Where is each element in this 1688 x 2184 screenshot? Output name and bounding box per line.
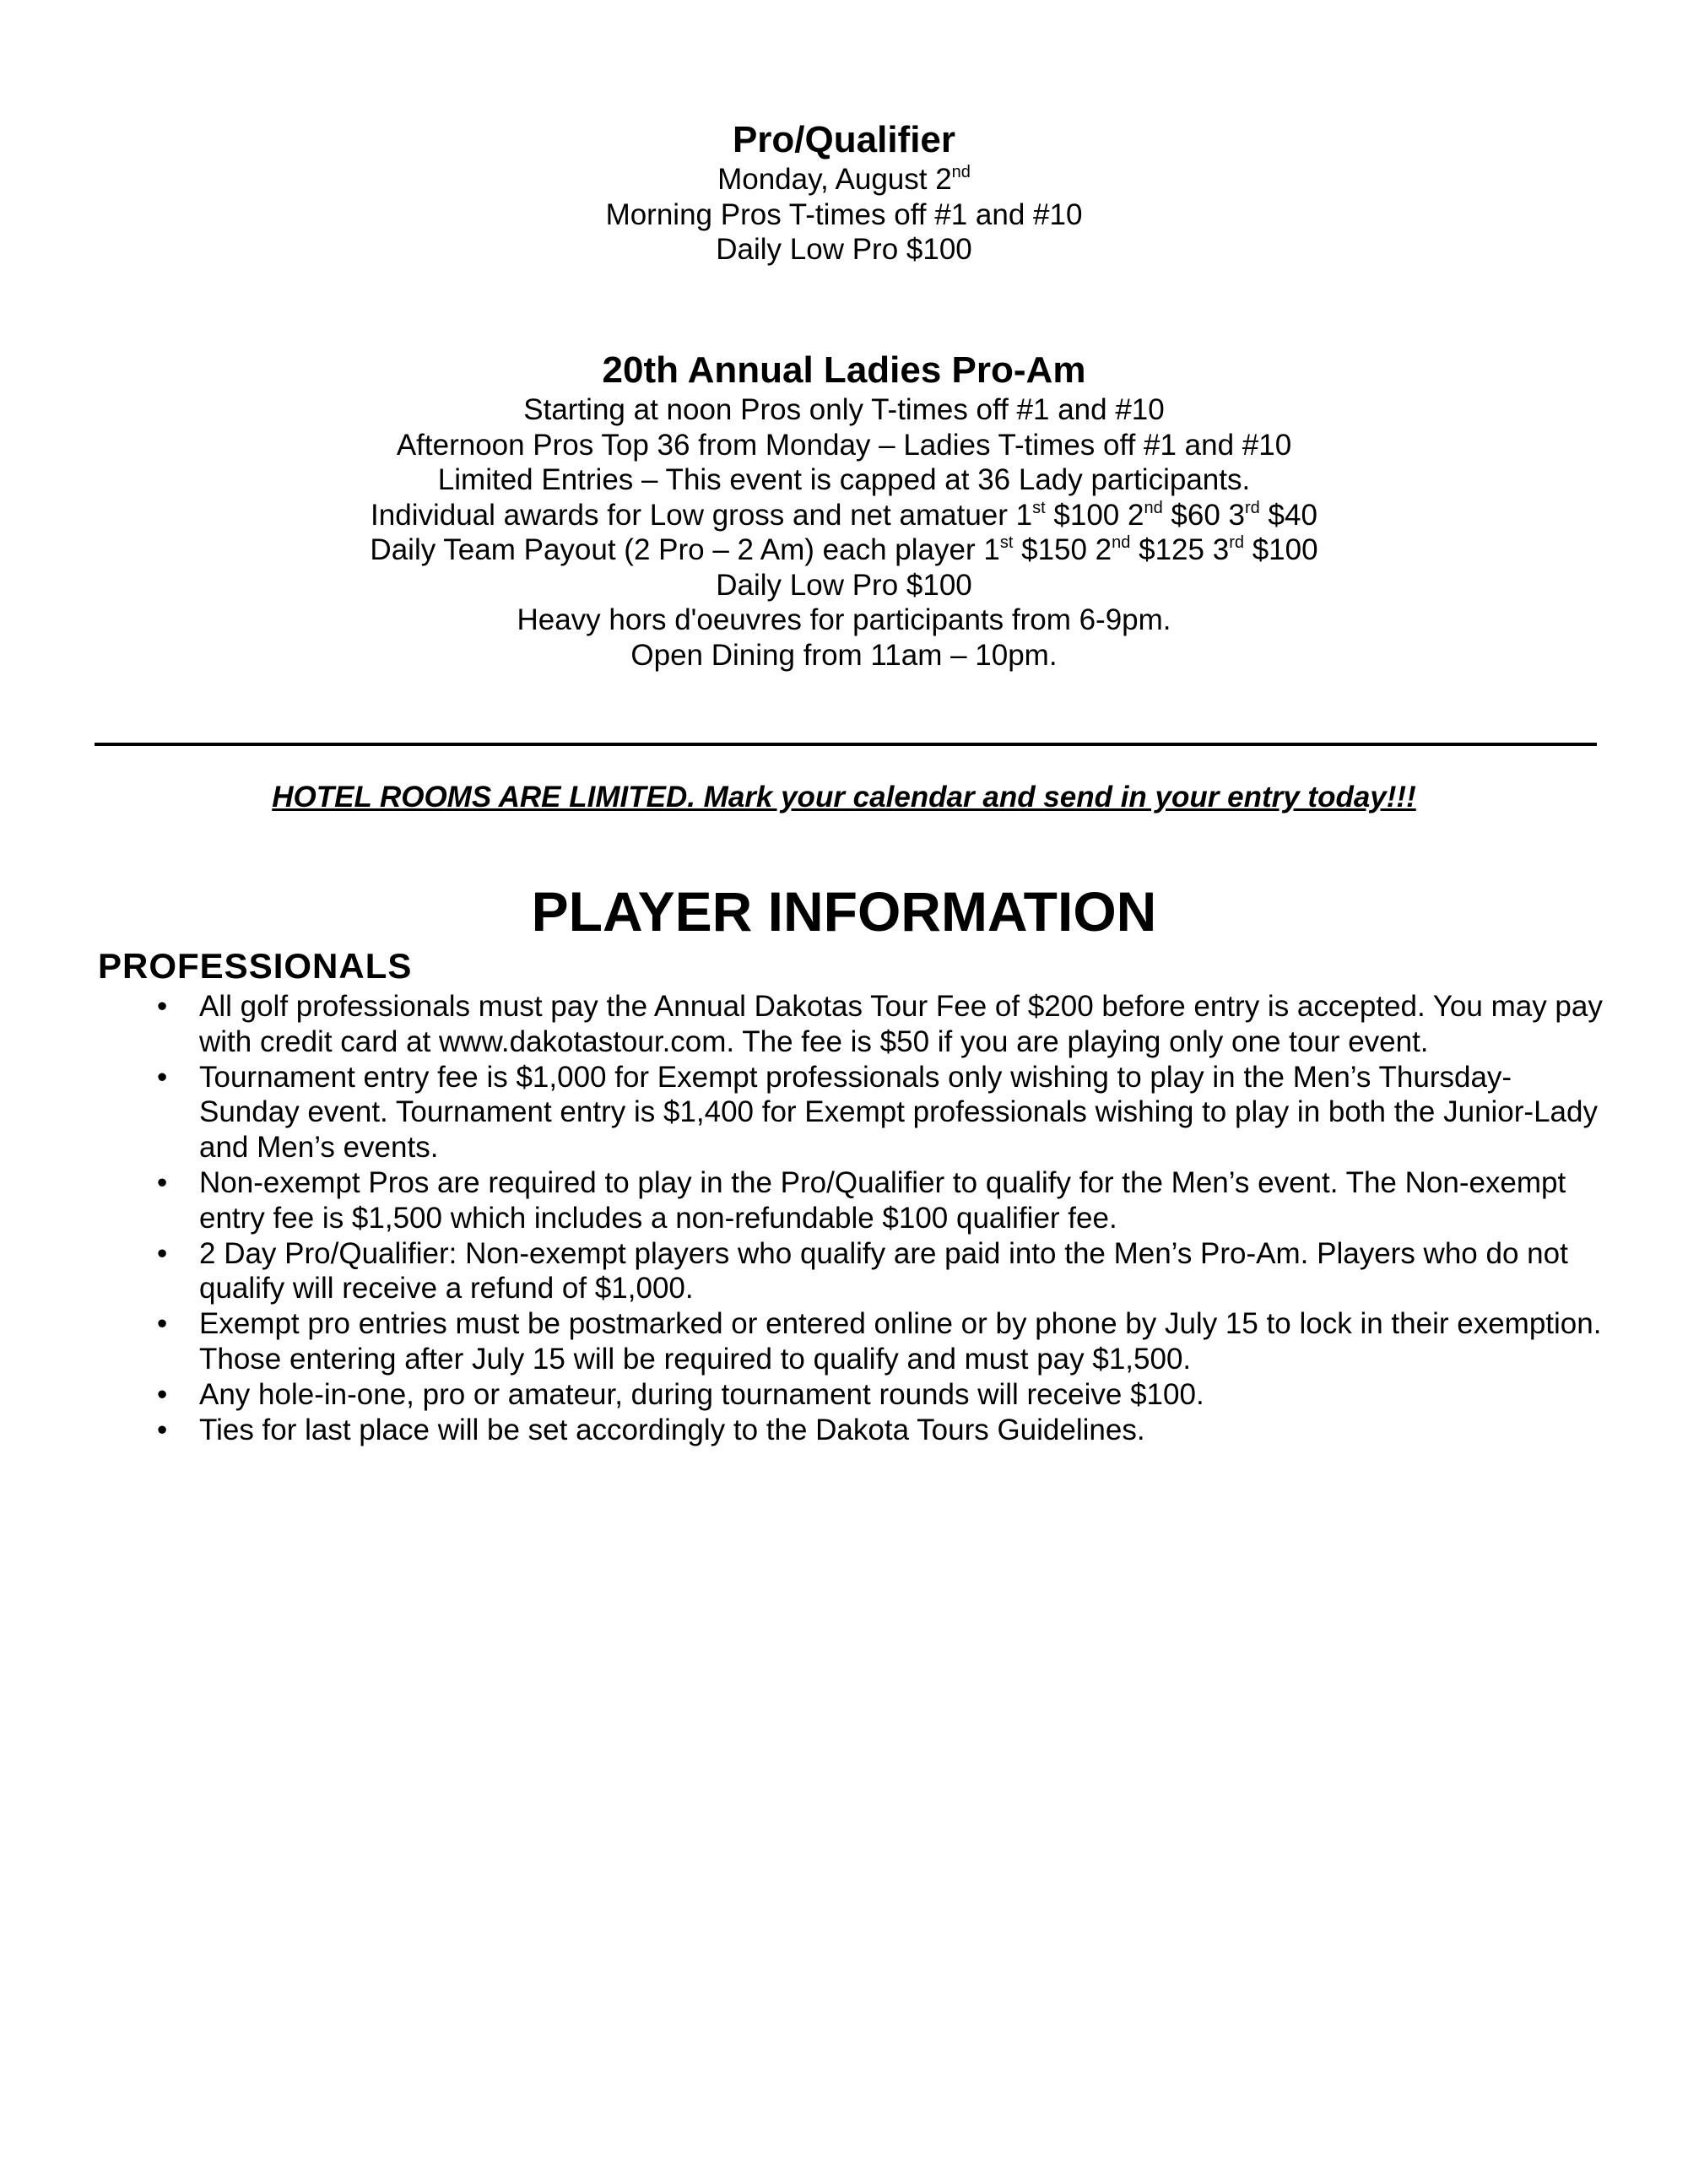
ladies-pro-am-line-2: Afternoon Pros Top 36 from Monday – Ladies T-times off #1 and #10 <box>396 428 1292 462</box>
awards-ordinal-3: rd <box>1245 498 1260 517</box>
list-item <box>0 1306 1688 1377</box>
ladies-pro-am-hors-doeuvres: Heavy hors d'oeuvres for participants from 6-9pm. <box>517 603 1171 636</box>
payout-ordinal-2: nd <box>1112 533 1131 552</box>
list-item <box>0 1377 1688 1413</box>
date-text: Monday, August 2 <box>717 163 952 196</box>
bullet-icon: • <box>157 1236 168 1270</box>
pro-qualifier-section <box>0 118 1688 268</box>
awards-ordinal-2: nd <box>1144 498 1163 517</box>
bullet-text: Tournament entry fee is $1,000 for Exempt professionals only wishing to play in the Men’s Thursday-Sunday event. Tournament entry is $1,400 for Exempt professionals wishing to play in both the Junior-Lady and Men’s events. <box>199 1060 1598 1165</box>
ladies-pro-am-team-payout <box>0 532 1688 568</box>
ladies-pro-am-section <box>0 349 1688 673</box>
pro-qualifier-date <box>0 162 1688 197</box>
bullet-text: Exempt pro entries must be postmarked or entered online or by phone by July 15 to lock in their exemption. Those entering after July 15 will be required to qualify and must pay $1,500. <box>199 1307 1602 1376</box>
awards-ordinal-1: st <box>1032 498 1046 517</box>
awards-text-1: Individual awards for Low gross and net amatuer 1 <box>371 498 1033 532</box>
player-information-heading: PLAYER INFORMATION <box>531 880 1157 943</box>
awards-text-4: $40 <box>1259 498 1317 532</box>
payout-text-3: $125 3 <box>1130 533 1230 566</box>
payout-ordinal-3: rd <box>1229 533 1244 552</box>
bullet-icon: • <box>157 990 168 1023</box>
bullet-icon: • <box>157 1377 168 1411</box>
list-item <box>0 1165 1688 1236</box>
ladies-pro-am-awards <box>0 498 1688 533</box>
bullet-text: Non-exempt Pros are required to play in the Pro/Qualifier to qualify for the Men’s event. The Non-exempt entry fee is $1,500 which includes a non-refundable $100 qualifier fee. <box>199 1165 1566 1235</box>
bullet-icon: • <box>157 1413 168 1446</box>
bullet-text: 2 Day Pro/Qualifier: Non-exempt players who qualify are paid into the Men’s Pro-Am. Players who do not qualify will receive a refund of $1,000. <box>199 1236 1568 1306</box>
ladies-pro-am-dining: Open Dining from 11am – 10pm. <box>630 638 1058 672</box>
professionals-bullet-list <box>0 989 1688 1447</box>
payout-ordinal-1: st <box>999 533 1014 552</box>
ladies-pro-am-daily-low: Daily Low Pro $100 <box>716 568 972 602</box>
awards-text-3: $60 3 <box>1162 498 1246 532</box>
hotel-notice: HOTEL ROOMS ARE LIMITED. Mark your calendar and send in your entry today!!! <box>272 781 1416 814</box>
professionals-subheading: PROFESSIONALS <box>98 946 413 986</box>
payout-text-2: $150 2 <box>1013 533 1112 566</box>
ladies-pro-am-line-3: Limited Entries – This event is capped at 36 Lady participants. <box>437 463 1251 496</box>
list-item <box>0 1236 1688 1307</box>
payout-text-1: Daily Team Payout (2 Pro – 2 Am) each player 1 <box>370 533 1000 566</box>
bullet-icon: • <box>157 1060 168 1094</box>
bullet-icon: • <box>157 1165 168 1199</box>
bullet-text: All golf professionals must pay the Annual Dakotas Tour Fee of $200 before entry is accepted. You may pay with credit card at www.dakotastour.com. The fee is $50 if you are playing only one tour event. <box>199 990 1603 1058</box>
pro-qualifier-title: Pro/Qualifier <box>732 119 956 160</box>
bullet-text: Any hole-in-one, pro or amateur, during tournament rounds will receive $100. <box>199 1377 1204 1411</box>
pro-qualifier-daily-low: Daily Low Pro $100 <box>716 233 972 266</box>
horizontal-divider <box>95 743 1597 746</box>
ladies-pro-am-line-1: Starting at noon Pros only T-times off #1 and #10 <box>523 393 1165 426</box>
bullet-icon: • <box>157 1307 168 1341</box>
pro-qualifier-tee-times: Morning Pros T-times off #1 and #10 <box>605 197 1083 231</box>
bullet-text: Ties for last place will be set accordingly to the Dakota Tours Guidelines. <box>199 1413 1145 1446</box>
payout-text-4: $100 <box>1243 533 1318 566</box>
list-item <box>0 989 1688 1060</box>
list-item <box>0 1413 1688 1448</box>
awards-text-2: $100 2 <box>1045 498 1144 532</box>
date-ordinal: nd <box>951 163 971 181</box>
ladies-pro-am-title: 20th Annual Ladies Pro-Am <box>602 349 1086 391</box>
list-item <box>0 1060 1688 1165</box>
